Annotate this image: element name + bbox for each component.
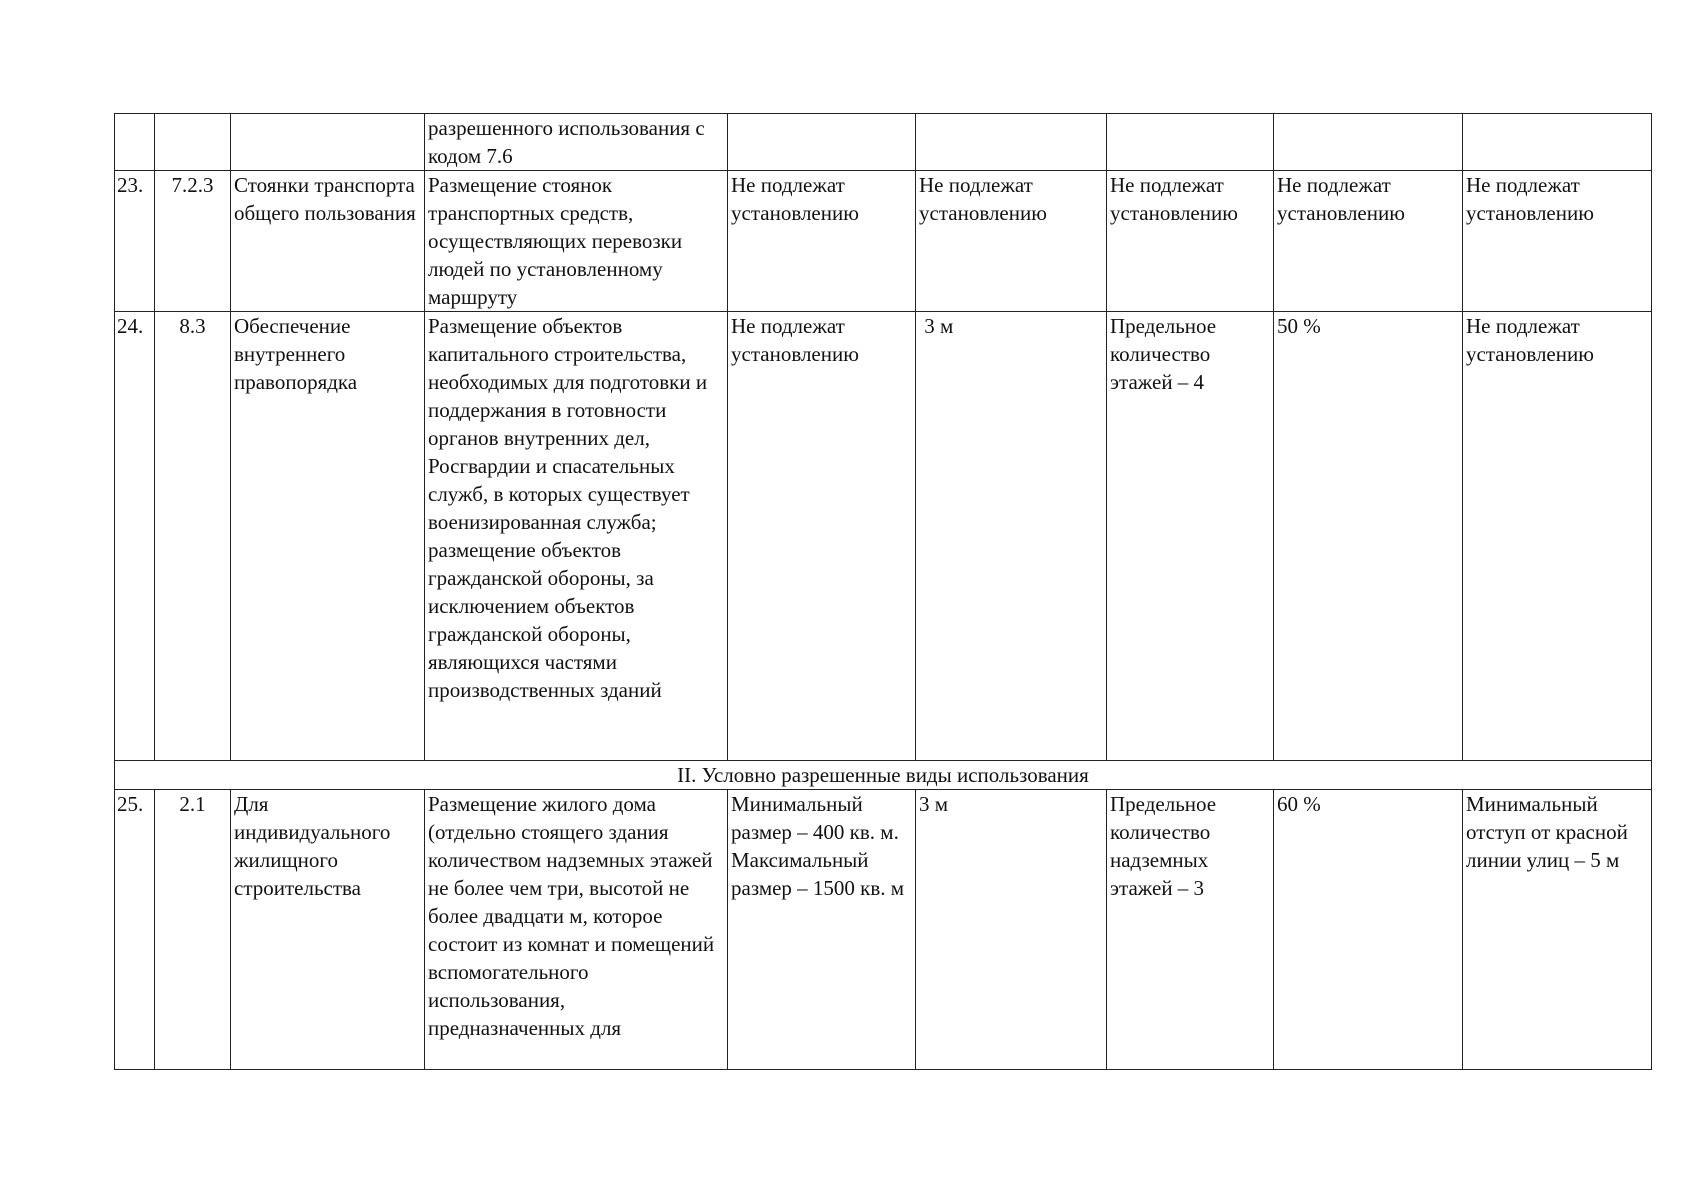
other-limits: Не подлежат установлению bbox=[1463, 171, 1652, 312]
land-use-regulations-table bbox=[114, 113, 1652, 1070]
coverage-limits: 50 % bbox=[1274, 312, 1463, 761]
use-code bbox=[155, 114, 231, 171]
table-row bbox=[115, 312, 1652, 761]
use-code: 8.3 bbox=[155, 312, 231, 761]
use-description: Размещение жилого дома (отдельно стоящего здания количеством надземных этажей не более чем три, высотой не более двадцати м, которое состоит из комнат и помещений вспомогательного использования, предназначенных для bbox=[425, 790, 728, 1070]
section-title: II. Условно разрешенные виды использования bbox=[115, 761, 1652, 790]
table-row bbox=[115, 171, 1652, 312]
setback-limits: Не подлежат установлению bbox=[916, 171, 1107, 312]
use-name: Стоянки транспорта общего пользования bbox=[231, 171, 425, 312]
other-limits bbox=[1463, 114, 1652, 171]
floor-limits: Предельное количество надземных этажей – 3 bbox=[1107, 790, 1274, 1070]
use-code: 7.2.3 bbox=[155, 171, 231, 312]
plot-area-limits: Минимальный размер – 400 кв. м. Максимальный размер – 1500 кв. м bbox=[728, 790, 916, 1070]
coverage-limits: Не подлежат установлению bbox=[1274, 171, 1463, 312]
other-limits: Не подлежат установлению bbox=[1463, 312, 1652, 761]
plot-area-limits bbox=[728, 114, 916, 171]
use-name: Для индивидуального жилищного строительства bbox=[231, 790, 425, 1070]
coverage-limits: 60 % bbox=[1274, 790, 1463, 1070]
row-number: 25. bbox=[115, 790, 155, 1070]
row-number bbox=[115, 114, 155, 171]
section-heading-row bbox=[115, 761, 1652, 790]
table-row bbox=[115, 790, 1652, 1070]
other-limits: Минимальный отступ от красной линии улиц – 5 м bbox=[1463, 790, 1652, 1070]
plot-area-limits: Не подлежат установлению bbox=[728, 312, 916, 761]
setback-limits: 3 м bbox=[916, 790, 1107, 1070]
floor-limits bbox=[1107, 114, 1274, 171]
use-description: Размещение объектов капитального строительства, необходимых для подготовки и поддержания в готовности органов внутренних дел, Росгвардии и спасательных служб, в которых существует военизированная служба; размещение объектов гражданской обороны, за исключением объектов гражданской обороны, являющихся частями производственных зданий bbox=[425, 312, 728, 761]
row-number: 24. bbox=[115, 312, 155, 761]
floor-limits: Предельное количество этажей – 4 bbox=[1107, 312, 1274, 761]
setback-limits: 3 м bbox=[916, 312, 1107, 761]
use-description: Размещение стоянок транспортных средств, осуществляющих перевозки людей по установленному маршруту bbox=[425, 171, 728, 312]
use-description: разрешенного использования с кодом 7.6 bbox=[425, 114, 728, 171]
table-row bbox=[115, 114, 1652, 171]
plot-area-limits: Не подлежат установлению bbox=[728, 171, 916, 312]
floor-limits: Не подлежат установлению bbox=[1107, 171, 1274, 312]
use-name: Обеспечение внутреннего правопорядка bbox=[231, 312, 425, 761]
use-code: 2.1 bbox=[155, 790, 231, 1070]
row-number: 23. bbox=[115, 171, 155, 312]
setback-limits bbox=[916, 114, 1107, 171]
use-name bbox=[231, 114, 425, 171]
coverage-limits bbox=[1274, 114, 1463, 171]
